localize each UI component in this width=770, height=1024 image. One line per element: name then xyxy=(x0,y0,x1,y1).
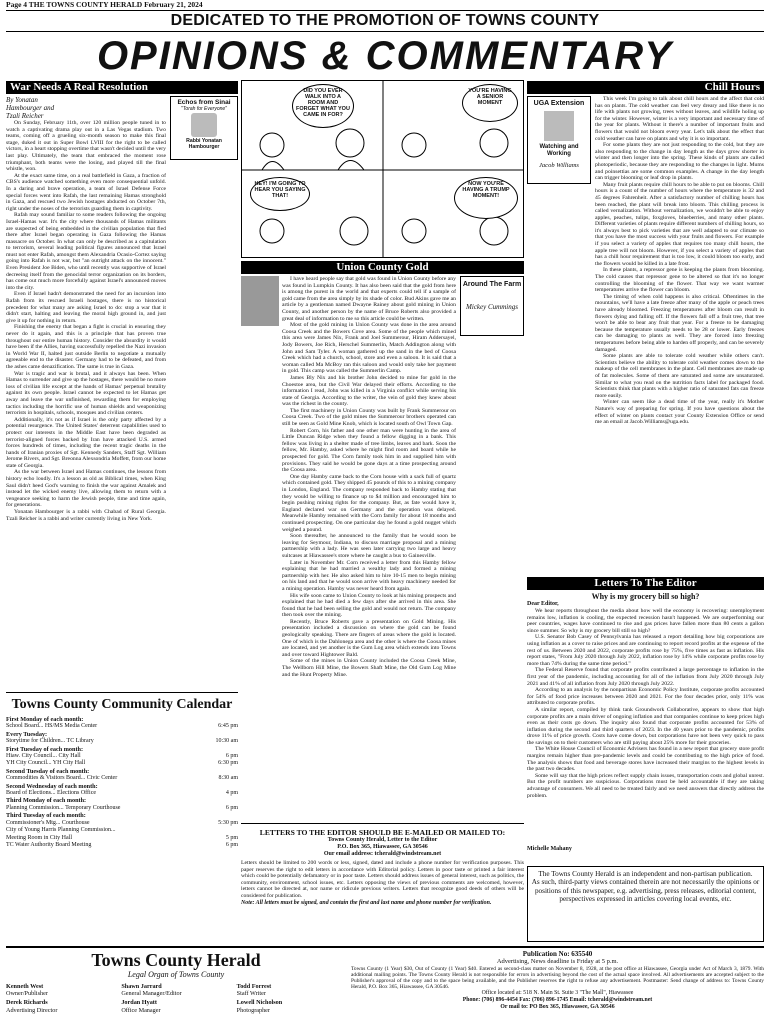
extension-sidebar xyxy=(527,96,591,184)
event-name: Storytime for Children... TC Library xyxy=(6,738,94,745)
event-name: Commissioner's Mtg... Courthouse xyxy=(6,819,90,826)
paragraph: In these plants, a repressor gene is keeping the plants from blooming. The cold causes that repressor gene to be altered so that it's no longer controlling the blooming of the flower. That way we want warmer temperatures arrive the flower can bloom. xyxy=(595,267,764,294)
event-time: 4 pm xyxy=(225,790,238,797)
staff-name: Derek Richards xyxy=(6,999,48,1007)
paragraph: James Bly Nix and his brother John decided to mine for gold in the Choestoe area, but the Civil War delayed their efforts. According to the information I read, John was killed in a Virginia conflict while serving his state of Georgia. According to the writer, the vein of gold they knew about was the richest in the county. xyxy=(282,374,456,408)
calendar-event xyxy=(6,738,238,745)
paragraph: On Sunday, February 11th, over 120 million people tuned in to watch a captivating drama play out in a Las Vegas stadium. Two teams, coming off a grueling six-month season to make this final stage, duked it out in Super Bowl LVIII for the right to be called victors, in a heart stopping overtime that wasn't decided until the very last play. Ultimately, the team that embraced the moment rose triumphant, both teams were the losing, and played till the final whistle, won. xyxy=(6,120,166,173)
staff-member xyxy=(237,999,346,1013)
staff-name: Jordan Hyatt xyxy=(121,999,157,1007)
calendar-event xyxy=(6,760,238,767)
calendar-event xyxy=(6,827,238,834)
event-time: 6:45 pm xyxy=(218,723,238,730)
letters-title: Letters To The Editor xyxy=(527,577,764,590)
middle-article-title: Union County Gold xyxy=(241,261,524,274)
calendar-event xyxy=(6,753,238,760)
calendar-event xyxy=(6,835,238,842)
farm-sidebar-title: Around The Farm xyxy=(462,281,522,288)
calendar-heading: First Monday of each month: xyxy=(6,716,84,723)
paragraph: Finishing the enemy that began a fight is crucial in ensuring they never do it again, and this is a principle that has proven true throughout our entire human history. Consider the absurdity it would have been if the Allies, having successfully repelled the Nazi invasion in World War II, halted just outside Berlin to negotiate a mutually agreeable end to the disaster. Germany had to be defeated, and from the ashes came denazification. The same is true in Gaza. xyxy=(6,324,166,370)
calendar-event xyxy=(6,820,238,827)
column-sidebar xyxy=(170,96,238,160)
event-name: Commodities & Visitors Board... Civic Center xyxy=(6,775,118,782)
paragraph: The first machinery in Union County was built by Frank Summerour on Coosa Creek. Two of the gold mines the Summerour brothers operated can still be seen as Gold Mine Knob, which is located south of Owl Town Gap. xyxy=(282,407,456,428)
disclaimer-line1: The Towns County Herald is an independent and non-partisan publication. xyxy=(538,870,753,878)
middle-article-body xyxy=(282,276,456,821)
author-photo xyxy=(191,113,217,137)
staff-name: Shawn Jarrard xyxy=(121,983,162,990)
extension-title: Watching and Working xyxy=(539,144,579,157)
publication-no: Publication No: 635540 xyxy=(522,950,593,958)
disclaimer-line2: As such, third-party views contained therein are not necessarily the opinions or positions of this newspaper, e.g. advertising, press releases, editorial content, perspectives expressed in articles covering local events, etc. xyxy=(531,878,760,904)
right-article-body xyxy=(595,96,764,574)
letters-notice-line2: P.O. Box 365, Hiawassee, GA 30546 xyxy=(337,844,428,850)
left-article xyxy=(6,96,238,690)
paper-tagline: Legal Organ of Towns County xyxy=(127,970,225,979)
paragraph: Many fruit plants require chill hours to be able to put on blooms. Chill hours is a count of the number of hours where the temperature is 32 and 45 degrees Fahrenheit. After a satisfactory number of chilling hours has been reached, the plant will break into bloom. This chilling process is called vernalization. Without vernalization, we wouldn't be able to enjoy apples, peaches, tulips, foxgloves, blueberries, and many other plants. Different varieties of plants require different numbers of chilling hours, so it's always best to pick varieties that are well adapted to our climate so that you have the most success with your fruits and flowers. For example if you select a variety of apples that requires too many chill hours, the apple tree will not bloom. However, if you select a variety of apples that has a chill hour requirement that is too low, it could bloom too early, and the flowers would be killed in a late frost. xyxy=(595,181,764,267)
paragraph: For some plants they are not just responding to the cold, but they are also responding to the change in day length as the days grow shorter in winter and then longer into the spring. These kinds of plants are called photoperiodic, because they are responding to the changes in light. Mums and poinsettias are some common examples. A change in the day length can trigger blooming or leaf drop in plants. xyxy=(595,142,764,182)
event-name: School Board... HS/MS Media Center xyxy=(6,723,98,730)
event-name: Hiaw. City Council... City Hall xyxy=(6,753,81,760)
calendar-event xyxy=(6,790,238,797)
contact-phone: Phone: (706) 896-4454 Fax: (706) 896-1745 Email: tcherald@windstream.net xyxy=(462,996,653,1003)
letters-notice-line1: Towns County Herald, Letter to the Editor xyxy=(327,837,438,843)
paragraph: Rafah may sound familiar to some readers following the ongoing Israel-Hamas war. It's the city where thousands of Hamas militants are suspected of being embedded in the civilian population that fled there after Israel began operating in Gaza following the Hamas massacre on October. In what can only be described as a capitulation to terrorism, several leading political figures announced that Israel must not enter Rafah, amongst them Alexandria Ocasio-Cortez saying going into Rafah is not war, but "an outright attack on the innocent." Even President Joe Biden, who until recently was supportive of Israel decreeing itself from the genocidal terror organization on its borders, has come out much more forcefully against Israel's announced moves into the city. xyxy=(6,212,166,291)
paragraph: We hear reports throughout the media about how well the economy is recovering: unemployment remains low, inflation is cooling, the expected recession hasn't happened. We are outperforming our peer countries, wages have continued to rise and gas prices have fallen more than 80 cents a gallon since summer. So why is my grocery bill still so high? xyxy=(527,608,764,634)
column-label: Echos from Sinai xyxy=(177,99,231,106)
paragraph: Some will say that the high prices reflect supply chain issues, transportation costs and global unrest. But the profit numbers are suspicious. Corporations must be held accountable if they are taking advantage of consumers. We all need to be treated fairly and we need answers that directly address the problem. xyxy=(527,772,764,799)
paragraph: Some plants are able to tolerate cold weather while others can't. Scientists believe the ability to tolerate cold weather comes down to the makeup of the cell membranes in the plant. Cell membranes are made up of fat molecules. Some of them are saturated and some are unsaturated. Similar to what you read on the nutrition facts label for packaged food. Scientists think that plants with a higher ratio of saturated fats can freeze more easily. xyxy=(595,353,764,399)
event-time: 6 pm xyxy=(225,841,238,848)
farm-sidebar-author: Mickey Cummings xyxy=(466,303,518,311)
footer-right xyxy=(351,950,764,1024)
speech-bubble-1: DID YOU EVER WALK INTO A ROOM AND FORGET WHAT YOU CAME IN FOR? xyxy=(292,84,354,128)
footer xyxy=(6,946,764,1024)
paragraph: Soon thereafter, he announced to the family that he would soon be leaving for Seymour, Indiana, to discuss marriage proposal and a mining partnership with a lady. He was seen later carrying two large and heavy suitcases at Hiawassee's store where he caught a bus to Gainesville. xyxy=(282,533,456,559)
letter-body xyxy=(527,608,764,846)
paragraph: Winter can seem like a dead time of the year, really it's Mother Nature's way of preparing for spring. If you have questions about the effect of winter on plants contact your County Extension Office or send me an email at Jacob.Williams@uga.edu. xyxy=(595,399,764,426)
staff-member xyxy=(121,999,230,1013)
calendar-list xyxy=(6,716,238,849)
event-name: Board of Elections... Elections Office xyxy=(6,790,97,797)
disclaimer-box xyxy=(527,866,764,942)
event-name: Planning Commission... Temporary Courthouse xyxy=(6,804,121,811)
footer-left xyxy=(6,950,346,1024)
staff-role: Photographer xyxy=(236,1006,270,1014)
page-header-line: Page 4 THE TOWNS COUNTY HERALD February 21, 2024 xyxy=(6,0,764,11)
extension-org: UGA Extension xyxy=(533,100,585,107)
paragraph: This week I'm going to talk about chill hours and the affect that cold has on plants. The cold weather can feel very dreary and like there is no life with plants not growing, trees without leaves, and wildlife holing up for the winter. However, winter is a very important and necessary time of the year for plants. Without it there's a number of important fruits and flowers that would not bloom every year. Let's talk about the effect that cold weather can have on plants and why it is so important. xyxy=(595,96,764,142)
paragraph: His wife soon came to Union County to look at his mining prospects and explained that he had died a few days after she arrived in this area. She found that he had been selling the gold and would not return. The company then took over the mining. xyxy=(282,592,456,619)
staff-name: Lowell Nicholson xyxy=(236,999,283,1007)
paragraph: The timing of when cold happens is also critical. Oftentimes in the mountains, we'll have a late freeze after many of the apple or peach trees have already bloomed. Freezing temperatures after bloom can result in flowers dying and falling off. If the flowers fall off a fruit tree, that tree won't be able to bear any fruit that year. For a freeze to be damaging because the temperature usually needs to be 28 or lower. Early freezes can be damaging to plants as well. They are forced into freezing temperatures before being able to harden off properly, and can be severely damaged. xyxy=(595,293,764,353)
dedication-banner: DEDICATED TO THE PROMOTION OF TOWNS COUNTY xyxy=(6,11,764,32)
event-time: 8:30 am xyxy=(218,775,238,782)
calendar-heading: Third Tuesday of each month: xyxy=(6,812,86,820)
staff-name: Todd Forrest xyxy=(236,983,272,990)
speech-bubble-4: NOW YOU'RE HAVING A TRUMP MOMENT! xyxy=(454,177,518,219)
letters-notice-email: Our email address: tcherald@windstream.net xyxy=(323,851,442,857)
paragraph: Even if Israel hadn't demonstrated the need for an incursion into Rafah from its rescued Israeli hostages, there is no historical precedent for what many are asking Israel to do: stop a war that it didn't start, halting and leaving the moral high ground in, and just give it up for nothing in return. xyxy=(6,291,166,324)
calendar-event xyxy=(6,805,238,812)
paragraph: A similar report, compiled by think tank Groundwork Collaborative, appears to show that high corporate profits are a main driver of ongoing inflation and that companies continue to keep prices high even as their costs go down. The inquiry also found that corporate profits accounted for 53% of inflation during the second and third quarters of 2023. In the 40 years prior to the pandemic, profits drove 11% of price growth. Costs have come down, but corporations have not been very quick to pass the savings on to their customers who are still paying about 25% more for their groceries. xyxy=(527,706,764,746)
paragraph: U.S. Senator Bob Casey of Pennsylvania has released a report detailing how big corporations are using inflation as a cover to raise prices and are continuing to report record profits at the expense of the rest of us. Between 2020 and 2022, corporate profits rose by 75%, five times as fast as inflation. His report states, "From July 2020 through July 2022, inflation rose by 14% while corporate profits rose by more than 74% during the same time period." xyxy=(527,634,764,667)
pub-info: Advertising, News deadline is Friday at 5 p.m. xyxy=(496,958,619,965)
extension-photo xyxy=(544,111,574,141)
paragraph: At the exact same time, on a real battlefield in Gaza, a fraction of CBS's audience watched something even more consequential unfold. In a daring and brave operation, a team of Israel Defense Force special forces went into Rafah, the last remaining Hamas stronghold in Gaza, and rescued two Jewish hostages abducted on October 7th, right under the noses of the terrorists guarding them in captivity. xyxy=(6,172,166,212)
paragraph: The Federal Reserve found that corporate profits contributed a large percentage to inflation in the first year of the pandemic, including accounting for all of the inflation from July 2020 through July 2021 and 41% of all inflation from July 2020 through July 2022. xyxy=(527,667,764,687)
speech-bubble-2: HEY! I'M GOING TO HEAR YOU SAYING THAT! xyxy=(250,177,310,211)
paragraph: Yonatan Hambourger is a rabbi with Chabad of Rural Georgia. Tzali Reicher is a rabbi and writer currently living in New York. xyxy=(6,509,166,522)
letters-notice-body: Letters should be limited to 200 words or less, signed, dated and include a phone number for verification purposes. This paper reserves the right to edit letters in accordance with Editorial policy. Letters in poor taste or printed a fair interest which could be potentially defamatory or in poor taste. Letters should address issues of general interest, such as politics, the community, environment, school issues, etc. Letters opposing the views of previous comments are welcomed, however, letters cannot be directed at, nor name or ridicule previous writers. Letters that recognize good deeds of others will be considered for publication. xyxy=(241,860,524,899)
left-article-body xyxy=(6,120,166,680)
paragraph: Most of the gold mining in Union County was done in the area around Coosa Creek and the Bowers Cove area. Some of the people which mined this area were James Nix, Frank and Joel Summerour, Hiram Addersayel, Jody Bowers, Joe Rich, Herschel Summerlin, Match Addington along with John and Sam Tyler. A woman gathered up the sand in the bed of Coosa Creek which had a church, school, store and even a saloon. It is said that a woman called Ma McBoy ran this saloon and would only take her payment in gold. This camp was called the Summerlin Camp. xyxy=(282,322,456,375)
speech-bubble-3: YOU'RE HAVING A SENIOR MOMENT xyxy=(462,84,518,122)
right-article-title: Chill Hours xyxy=(527,81,764,94)
event-name: TC Water Authority Board Meeting xyxy=(6,841,92,848)
event-time: 6 pm xyxy=(225,753,238,760)
calendar-heading: First Tuesday of each month: xyxy=(6,745,84,753)
event-name: Meeting Room in City Hall xyxy=(6,834,72,841)
farm-sidebar xyxy=(460,276,524,336)
paragraph: The White House Council of Economic Advisers has found in a new report that grocery store profit margins remain higher than pre-pandemic levels and could be contributing to the high price of food. The analysis shows that food and beverage stores have increased their margins to the highest levels in the past two decades. xyxy=(527,746,764,773)
staff-role: Advertising Director xyxy=(6,1006,58,1014)
author-photo-2 xyxy=(241,276,279,326)
calendar-event xyxy=(6,775,238,782)
event-time: 10:30 am xyxy=(215,738,238,745)
staff-member xyxy=(6,999,115,1013)
event-time: 6:30 pm xyxy=(218,760,238,767)
event-name: City of Young Harris Planning Commission... xyxy=(6,827,116,834)
right-article xyxy=(527,96,764,574)
paragraph: One day Hamby came back to the Corn house with a sack full of quartz which contained gold. They shipped 45 pounds of this to a mining company in London, England. The company responded back to Hamby stating that they would be willing to finance up to $4 million and encouraged him to begin pushing mining rights for the company. But, as fate would have it, England declared war on Germany and the operation was delayed. Meanwhile Hamby remained with the Corn family for about 18 months and continued prospecting. On one particular day he found a gold nugget which weighed a pound. xyxy=(282,473,456,533)
left-article-title: War Needs A Real Resolution xyxy=(6,81,238,94)
paper-name: Towns County Herald xyxy=(91,950,261,970)
pub-details: Towns County (1 Year) $30, Out of County (1 Year) $40. Entered as second-class matter on November 8, 1928, at the post office at Hiawassee, Georgia under Act of March 3, 1879. With additional mailing points. The Towns County Herald is not responsible for errors in advertising beyond the cost of the actual space involved. All advertisements are accepted subject to the Publisher's approval of the copy and to the space being available, and the Publisher reserves the right to refuse any advertisement. Postmaster: Send change of address to: Towns County Herald, P.O. Box 365, Hiawassee, GA 30546. xyxy=(351,965,764,991)
letters-article xyxy=(527,592,764,860)
paragraph: I have heard people say that gold was found in Union County before any was found in Lumpkin County. It has also been said that the gold from here is among the purest in the world and that experts could tell if a sample of gold came from the area simply by its shade of color. Bud Akins gave me an article by a gentleman named Dwayne Rainey about gold mining in Union County, and another person by the name of Bruce Roberts also provided a great deal of information to me so this article could be written. xyxy=(282,276,456,322)
staff-role: Staff Writer xyxy=(236,990,266,998)
letter-headline: Why is my grocery bill so high? xyxy=(591,592,700,601)
staff-member xyxy=(237,983,346,997)
event-name: YH City Council... YH City Hall xyxy=(6,760,86,767)
calendar-heading: Second Wednesday of each month: xyxy=(6,782,98,790)
column-sub: "Torah for Everyone" xyxy=(181,106,227,112)
calendar-event xyxy=(6,723,238,730)
event-time: 6 pm xyxy=(225,804,238,811)
letter-signature: Michelle Mahany xyxy=(527,846,572,852)
middle-article xyxy=(241,276,524,821)
staff-name: Kenneth West xyxy=(6,983,44,990)
column-author: Rabbi Yonatan Hambourger xyxy=(186,138,222,150)
letters-notice xyxy=(241,823,524,945)
office-address: Office located at: 518 N. Main St. Suite 3 "The Mall", Hiawassee xyxy=(481,990,634,997)
staff-member xyxy=(6,983,115,997)
extension-author: Jacob Williams xyxy=(539,162,579,169)
section-title: OPINIONS & COMMENTARY xyxy=(96,34,674,78)
event-time: 5 pm xyxy=(225,834,238,841)
staff-role: Office Manager xyxy=(121,1006,161,1014)
calendar-event xyxy=(6,842,238,849)
staff-member xyxy=(121,983,230,997)
calendar-heading: Third Monday of each month: xyxy=(6,797,87,805)
letter-salutation: Dear Editor, xyxy=(527,601,559,607)
paragraph: According to an analysis by the nonpartisan Economic Policy Institute, corporate profits accounted for 54% of food price increases between 2020 and 2021. For the four decades prior, only 11% was attributed to corporate profits. xyxy=(527,687,764,707)
letters-notice-note: Note: All letters must be signed, and contain the first and last name and phone number for verification. xyxy=(241,899,492,906)
calendar-heading: Second Tuesday of each month: xyxy=(6,767,90,775)
byline: By Yonatan Hambourger and Tzali Reicher xyxy=(6,96,55,120)
paragraph: Robert Corn, his father and one other man were hunting in the area of Little Duncan Ridge when they found a fellow digging in a bank. This fellow was living in a shelter made of tree limbs, leaves and bark. Soon the fellow, Mr. Hamby, asked where he might find room and board while he prospected for gold. The Corn family took him in and supplied him with provisions. They said he would be gone days at a time prospecting around the Coosa area. xyxy=(282,427,456,474)
staff-grid xyxy=(6,983,346,1014)
paragraph: Additionally, it's not as if Israel is the only party affected by a potential resurgence. The United States' deterrent capabilities used to protect our interests in the Middle East have been degraded as terrorist-aligned forces backed by Iran have attacked U.S. armed forces hundreds of times, including the recent tragic deaths in the hands of Iranian proxies of Sgt. Kennedy Sanders, Staff Sgt. William Jerome Rivers, and Sgt. Breonna Alexsondria Moffett, from our home state of Georgia. xyxy=(6,416,166,469)
paragraph: Recently, Bruce Roberts gave a presentation on Gold Mining. His presentation included a discussion on where the gold can be found geologically speaking. There are fingers of areas where the gold is located. One of which is the Dahlonega area and the other is where the Coosa mines are located, and yet another is the Gum Log area which extends into Towns and over toward Hightower Bald. xyxy=(282,618,456,658)
event-time: 5:30 pm xyxy=(218,819,238,826)
paragraph: War is tragic and war is brutal, and it always has been. When Hamas to surrender and give up the hostages, there would be no more loss of civilian life except at the hands of Hamas' perpetual brutality against its own people. Israel cannot be expected to let Hamas get away and leave the war unfinished, rewarding them for employing tactics including the horrific use of human shields and weaponizing terrorists in hospitals, schools, mosques and civilian centers. xyxy=(6,370,166,417)
paragraph: Later in November Mr. Corn received a letter from this Hamby fellow explaining that he had married a wealthy lady and formed a mining partnership with her. He also asked him to hire 10-15 men to begin mining on his land and that he would soon arrive with heavy machinery needed for a mining operation. Hamby was never heard from again. xyxy=(282,559,456,592)
contact-mail: Or mail to: PO Box 365, Hiawassee, GA 30546 xyxy=(500,1003,615,1010)
staff-role: Owner/Publisher xyxy=(6,990,48,998)
calendar-heading: Every Tuesday: xyxy=(6,730,48,738)
letters-notice-title: LETTERS TO THE EDITOR SHOULD BE E-MAILED OR MAILED TO: xyxy=(259,828,506,837)
paragraph: As the war between Israel and Hamas continues, the lessons from history echo loudly. It's a lesson as old as Biblical times, when King Saul didn't heed God's warning to finish the war against Amalek and instead let the wicked enemy live, allowing them to return with a vengeance seeking to harm the Jewish people, time and time again, for generations. xyxy=(6,469,166,509)
community-calendar xyxy=(6,692,238,865)
editorial-cartoon xyxy=(241,80,524,258)
calendar-title: Towns County Community Calendar xyxy=(11,697,233,712)
paragraph: Some of the mines in Union County included the Coosa Creek Mine, The Wellborn Hill Mine, the Bowers Shaft Mine, the Old Gum Log Mine and the Hunt Property Mine. xyxy=(282,658,456,678)
staff-role: General Manager/Editor xyxy=(121,990,182,998)
